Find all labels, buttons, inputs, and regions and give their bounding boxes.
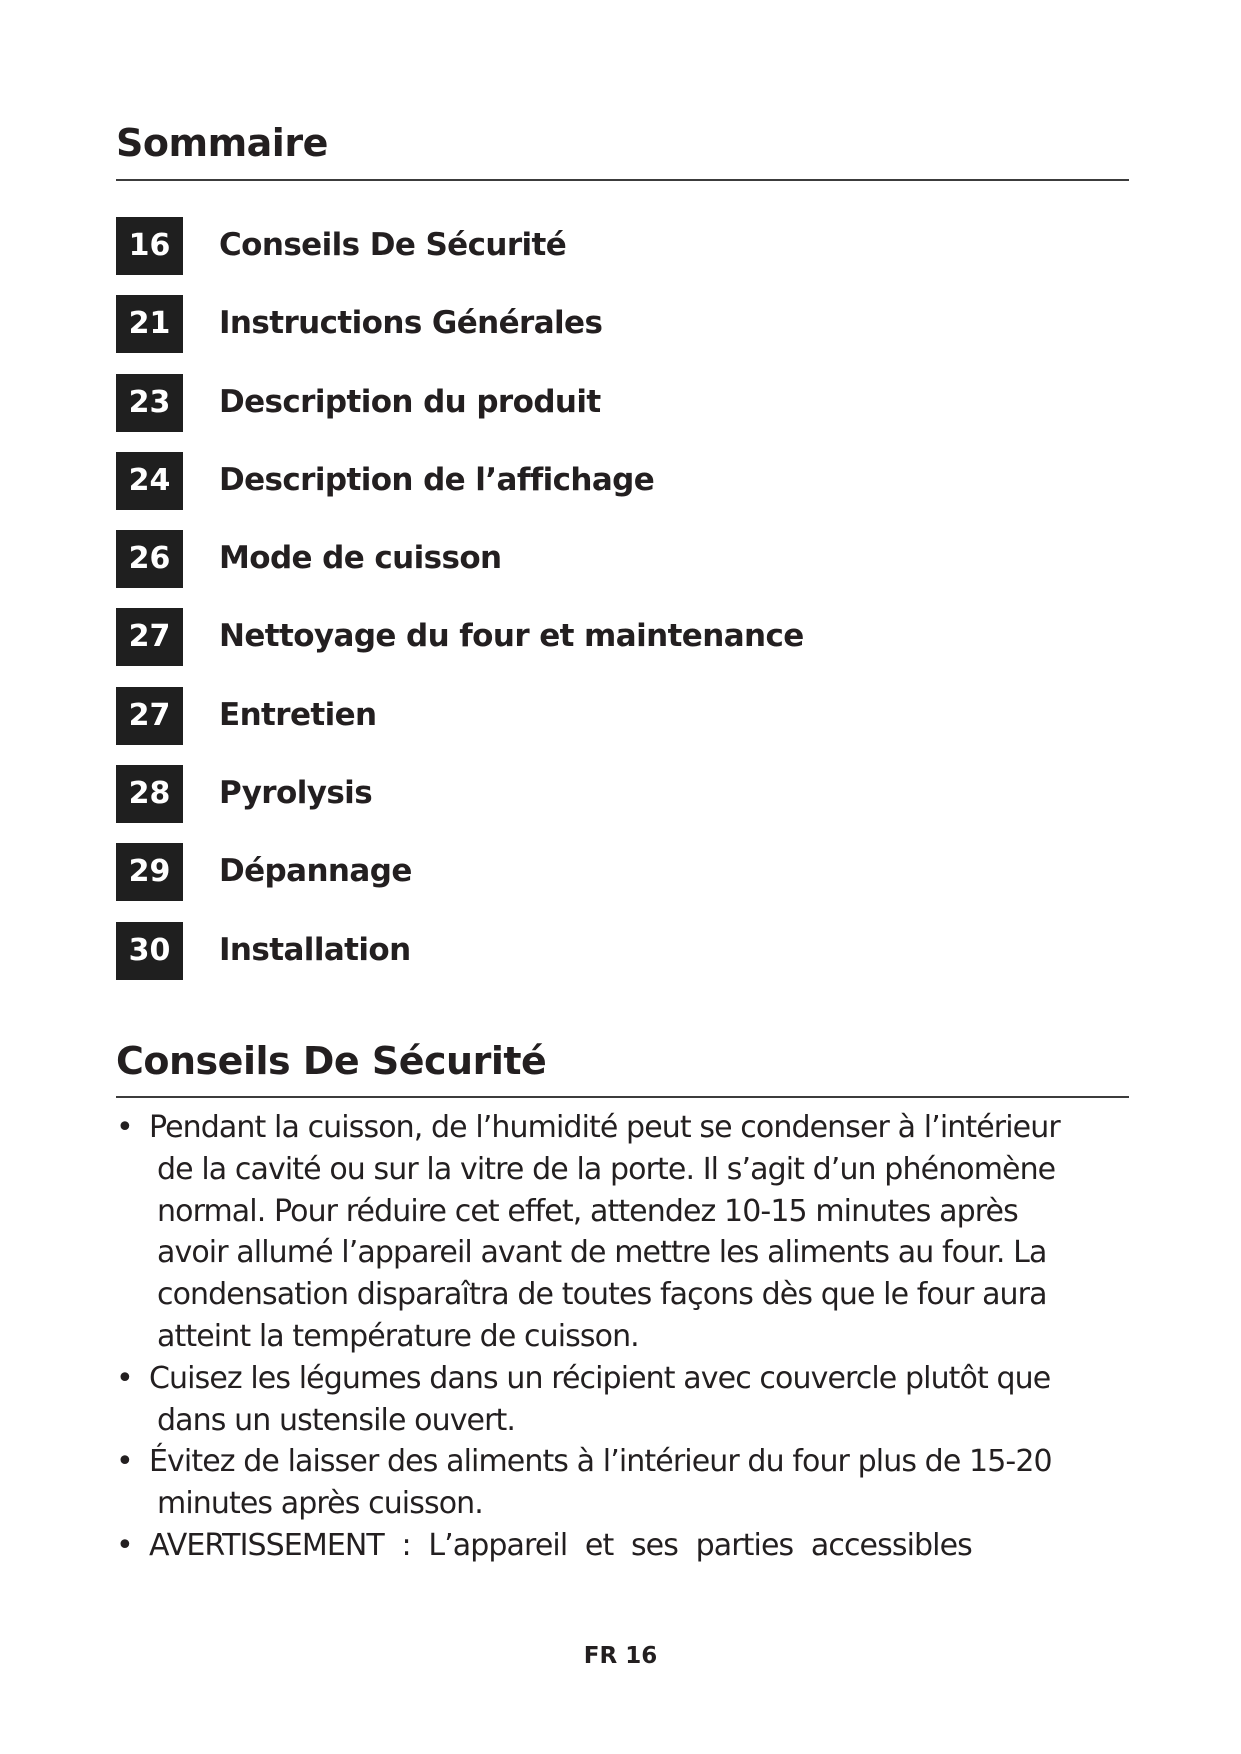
table-of-contents <box>116 217 1016 1000</box>
toc-item-label: Instructions Générales <box>219 305 603 342</box>
list-item <box>116 1525 1136 1567</box>
toc-item-label: Conseils De Sécurité <box>219 227 567 263</box>
toc-page-number: 29 <box>116 843 183 901</box>
toc-item[interactable] <box>116 452 1016 530</box>
bullet-line: • Cuisez les légumes dans un récipient avec couvercle plutôt que <box>149 1360 1051 1396</box>
bullet-line: • Évitez de laisser des aliments à l’intérieur du four plus de 15-20 <box>149 1444 1052 1480</box>
toc-item-label: Dépannage <box>219 853 412 890</box>
toc-page-number: 24 <box>116 452 183 510</box>
page-number-footer: FR 16 <box>583 1643 658 1669</box>
toc-item[interactable] <box>116 843 1016 921</box>
section-title: Conseils De Sécurité <box>116 1039 547 1083</box>
section-divider <box>116 1096 1129 1098</box>
toc-page-number: 28 <box>116 765 183 823</box>
toc-item[interactable] <box>116 530 1016 608</box>
toc-item[interactable] <box>116 295 1016 373</box>
toc-page-number: 27 <box>116 608 183 666</box>
toc-item-label: Description du produit <box>219 383 601 420</box>
toc-item[interactable] <box>116 217 1016 295</box>
toc-page-number: 21 <box>116 295 183 353</box>
toc-item[interactable] <box>116 608 1016 686</box>
list-item <box>116 1441 1136 1525</box>
list-item <box>116 1107 1136 1358</box>
toc-item-label: Description de l’affichage <box>219 461 655 498</box>
bullet-line: • Pendant la cuisson, de l’humidité peut se condenser à l’intérieur <box>149 1110 1060 1145</box>
bullet-line: minutes après cuisson. <box>157 1486 483 1522</box>
toc-title: Sommaire <box>116 121 328 165</box>
toc-page-number: 16 <box>116 217 183 275</box>
list-item <box>116 1358 1136 1442</box>
bullet-line: • AVERTISSEMENT : L’appareil et ses parties accessibles <box>149 1527 972 1563</box>
safety-bullet-list <box>116 1107 1136 1567</box>
toc-item-label: Installation <box>219 931 411 968</box>
toc-page-number: 27 <box>116 687 183 745</box>
toc-item[interactable] <box>116 374 1016 452</box>
toc-page-number: 26 <box>116 530 183 588</box>
toc-item[interactable] <box>116 765 1016 843</box>
toc-item-label: Entretien <box>219 696 377 733</box>
bullet-line: condensation disparaîtra de toutes façons dès que le four aura <box>157 1277 1047 1313</box>
toc-item-label: Pyrolysis <box>219 775 373 812</box>
bullet-line: de la cavité ou sur la vitre de la porte. Il s’agit d’un phénomène <box>157 1151 1056 1187</box>
toc-item-label: Mode de cuisson <box>219 540 502 577</box>
toc-page-number: 30 <box>116 922 183 980</box>
toc-page-number: 23 <box>116 374 183 432</box>
bullet-line: avoir allumé l’appareil avant de mettre les aliments au four. La <box>157 1235 1047 1271</box>
toc-divider <box>116 179 1129 181</box>
bullet-line: atteint la température de cuisson. <box>157 1318 639 1354</box>
bullet-line: dans un ustensile ouvert. <box>157 1402 516 1438</box>
toc-item[interactable] <box>116 922 1016 1000</box>
bullet-line: normal. Pour réduire cet effet, attendez 10-15 minutes après <box>157 1193 1018 1229</box>
toc-item[interactable] <box>116 687 1016 765</box>
toc-item-label: Nettoyage du four et maintenance <box>219 618 804 655</box>
